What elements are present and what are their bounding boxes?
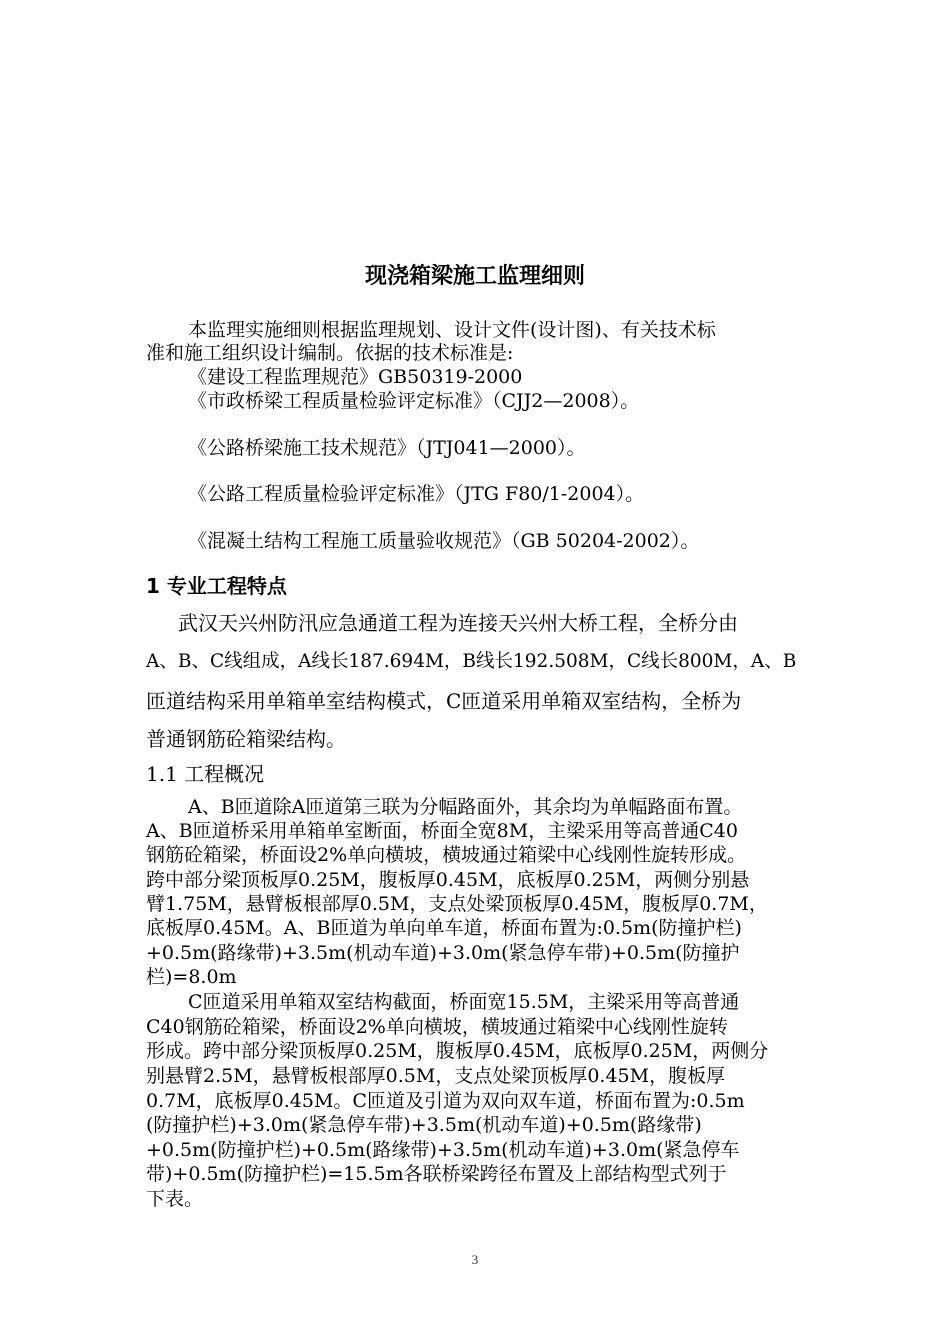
standard-item-1: 《建设工程监理规范》GB50319-2000: [188, 366, 523, 388]
intro-line-2: 准和施工组织设计编制。依据的技术标准是:: [146, 342, 514, 364]
page-number: 3: [471, 1252, 479, 1267]
section1-line-3: 匝道结构采用单箱单室结构模式，C匝道采用单箱双室结构，全桥为: [146, 689, 742, 713]
document-title: 现浇箱梁施工监理细则: [364, 264, 585, 289]
para1-line-1: A、B匝道除A匝道第三联为分幅路面外，其余均为单幅路面布置。: [188, 796, 743, 818]
section1-line-1: 武汉天兴州防汛应急通道工程为连接天兴州大桥工程，全桥分由: [178, 611, 738, 635]
section1-line-2: A、B、C线组成，A线长187.694M，B线长192.508M，C线长800M，A、B: [146, 651, 797, 672]
para2-line-3: 形成。跨中部分梁顶板厚0.25M，腹板厚0.45M，底板厚0.25M，两侧分: [146, 1040, 769, 1062]
para2-line-1: C匝道采用单箱双室结构截面，桥面宽15.5M，主梁采用等高普通: [188, 991, 740, 1013]
para2-line-7: +0.5m(防撞护栏)+0.5m(路缘带)+3.5m(机动车道)+3.0m(紧急停车: [146, 1139, 740, 1161]
para1-line-4: 跨中部分梁顶板厚0.25M，腹板厚0.45M，底板厚0.25M，两侧分别悬: [146, 869, 750, 891]
section1-line-4: 普通钢筋砼箱梁结构。: [146, 727, 346, 751]
para1-line-2: A、B匝道桥采用单箱单室断面，桥面全宽8M，主梁采用等高普通C40: [146, 820, 738, 842]
para1-line-5: 臂1.75M，悬臂板根部厚0.5M，支点处梁顶板厚0.45M，腹板厚0.7M，: [146, 893, 768, 915]
section-heading-1: 1 专业工程特点: [146, 574, 287, 598]
para2-line-5: 0.7M，底板厚0.45M。C匝道及引道为双向双车道，桥面布置为:0.5m: [146, 1090, 745, 1112]
para1-line-6: 底板厚0.45M。A、B匝道为单向单车道，桥面布置为:0.5m(防撞护栏): [146, 917, 742, 939]
section-heading-1-1: 1.1 工程概况: [146, 762, 265, 786]
standard-item-5: 《混凝土结构工程施工质量验收规范》（GB 50204-2002）。: [188, 530, 700, 552]
para2-line-4: 别悬臂2.5M，悬臂板根部厚0.5M，支点处梁顶板厚0.45M，腹板厚: [146, 1065, 726, 1087]
para2-line-9: 下表。: [146, 1188, 204, 1210]
para2-line-8: 带)+0.5m(防撞护栏)=15.5m各联桥梁跨径布置及上部结构型式列于: [146, 1163, 727, 1185]
standard-item-4: 《公路工程质量检验评定标准》（JTG F80/1-2004）。: [188, 483, 645, 505]
standard-item-2: 《市政桥梁工程质量检验评定标准》（CJJ2—2008）。: [188, 390, 640, 412]
para1-line-8: 栏)=8.0m: [146, 966, 237, 988]
para2-line-6: (防撞护栏)+3.0m(紧急停车带)+3.5m(机动车道)+0.5m(路缘带): [146, 1114, 702, 1136]
para1-line-3: 钢筋砼箱梁，桥面设2%单向横坡，横坡通过箱梁中心线刚性旋转形成。: [146, 844, 747, 866]
intro-line-1: 本监理实施细则根据监理规划、设计文件(设计图)、有关技术标: [188, 319, 716, 341]
para1-line-7: +0.5m(路缘带)+3.5m(机动车道)+3.0m(紧急停车带)+0.5m(防撞护: [146, 942, 740, 964]
para2-line-2: C40钢筋砼箱梁，桥面设2%单向横坡，横坡通过箱梁中心线刚性旋转: [146, 1016, 728, 1038]
standard-item-3: 《公路桥梁施工技术规范》（JTJ041—2000）。: [188, 437, 586, 459]
